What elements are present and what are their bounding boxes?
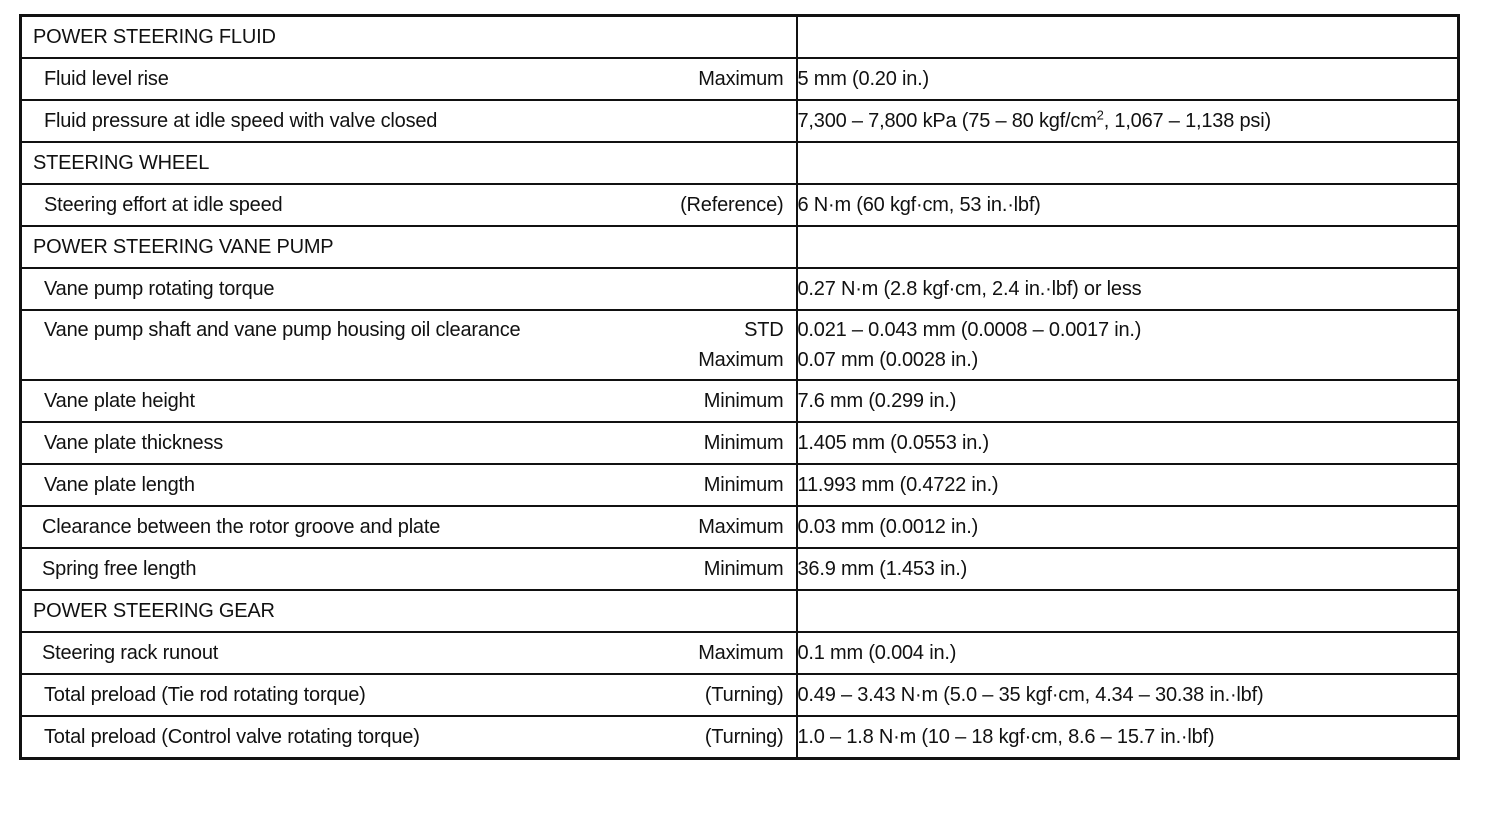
spec-value: 11.993 mm (0.4722 in.) — [797, 464, 1459, 506]
spec-value: 5 mm (0.20 in.) — [797, 58, 1459, 100]
spec-value-cell — [797, 310, 1459, 380]
spec-value: 0.1 mm (0.004 in.) — [797, 632, 1459, 674]
spec-value: 1.405 mm (0.0553 in.) — [797, 422, 1459, 464]
spec-qualifier: STD — [744, 319, 784, 341]
spec-qualifier: Maximum — [698, 68, 784, 90]
table-row — [21, 548, 1459, 590]
section-header-row — [21, 226, 1459, 268]
spec-qualifier: Maximum — [698, 642, 784, 664]
spec-qualifier: Maximum — [698, 349, 784, 371]
spec-value: 36.9 mm (1.453 in.) — [797, 548, 1459, 590]
table-row — [21, 506, 1459, 548]
section-blank-cell — [797, 142, 1459, 184]
section-title: POWER STEERING VANE PUMP — [21, 226, 797, 268]
table-row — [21, 632, 1459, 674]
spec-value: 0.021 – 0.043 mm (0.0008 – 0.0017 in.) — [797, 319, 1142, 341]
label-cell — [21, 548, 797, 590]
spec-label: Vane plate height — [44, 390, 195, 412]
label-cell — [21, 716, 797, 759]
label-cell — [21, 310, 797, 380]
spec-value: 7.6 mm (0.299 in.) — [797, 380, 1459, 422]
spec-label: Fluid level rise — [44, 68, 169, 90]
spec-value: 0.49 – 3.43 N·m (5.0 – 35 kgf·cm, 4.34 – 30.38 in.·lbf) — [797, 674, 1459, 716]
spec-label: Spring free length — [42, 558, 197, 580]
spec-qualifier: Minimum — [703, 474, 784, 496]
table-row — [21, 310, 1459, 380]
table-row — [21, 674, 1459, 716]
label-cell — [21, 506, 797, 548]
table-row — [21, 58, 1459, 100]
spec-label: Steering effort at idle speed — [44, 194, 283, 216]
table-row — [21, 422, 1459, 464]
spec-value: 0.27 N·m (2.8 kgf·cm, 2.4 in.·lbf) or less — [797, 268, 1459, 310]
spec-qualifier: Minimum — [703, 390, 784, 412]
spec-label: Vane plate length — [44, 474, 195, 496]
section-title: STEERING WHEEL — [21, 142, 797, 184]
spec-value-main: 7,300 – 7,800 kPa (75 – 80 kgf/cm — [797, 110, 1097, 132]
section-blank-cell — [797, 590, 1459, 632]
label-cell — [21, 632, 797, 674]
spec-label: Vane pump rotating torque — [44, 278, 275, 300]
label-cell — [21, 268, 797, 310]
spec-label: Vane pump shaft and vane pump housing oil clearance — [44, 319, 521, 341]
table-row — [21, 268, 1459, 310]
specification-table — [19, 14, 1460, 760]
spec-qualifier: Maximum — [698, 516, 784, 538]
spec-label: Fluid pressure at idle speed with valve closed — [44, 110, 438, 132]
spec-label: Vane plate thickness — [44, 432, 224, 454]
spec-label: Clearance between the rotor groove and plate — [42, 516, 441, 538]
spec-value: 0.07 mm (0.0028 in.) — [797, 349, 979, 371]
section-blank-cell — [797, 226, 1459, 268]
label-cell — [21, 100, 797, 142]
table-row — [21, 464, 1459, 506]
spec-qualifier: Minimum — [703, 558, 784, 580]
table-row — [21, 380, 1459, 422]
spec-label: Total preload (Control valve rotating torque) — [44, 726, 420, 748]
label-cell — [21, 674, 797, 716]
spec-value-rest: , 1,067 – 1,138 psi) — [1103, 110, 1271, 132]
label-cell — [21, 464, 797, 506]
spec-qualifier: (Reference) — [680, 194, 784, 216]
spec-value: 6 N·m (60 kgf·cm, 53 in.·lbf) — [797, 184, 1459, 226]
section-header-row — [21, 142, 1459, 184]
section-header-row — [21, 590, 1459, 632]
spec-value: 1.0 – 1.8 N·m (10 – 18 kgf·cm, 8.6 – 15.7 in.·lbf) — [797, 716, 1459, 759]
superscript: 2 — [1096, 107, 1104, 123]
label-cell — [21, 184, 797, 226]
table-row — [21, 100, 1459, 142]
section-blank-cell — [797, 16, 1459, 59]
table-row — [21, 716, 1459, 759]
spec-qualifier: (Turning) — [704, 726, 784, 748]
label-cell — [21, 422, 797, 464]
label-cell — [21, 380, 797, 422]
section-title: POWER STEERING GEAR — [21, 590, 797, 632]
spec-label: Steering rack runout — [42, 642, 219, 664]
spec-qualifier: Minimum — [703, 432, 784, 454]
spec-qualifier: (Turning) — [704, 684, 784, 706]
label-cell — [21, 58, 797, 100]
spec-value — [797, 100, 1459, 142]
section-header-row — [21, 16, 1459, 59]
section-title: POWER STEERING FLUID — [21, 16, 797, 59]
spec-label: Total preload (Tie rod rotating torque) — [44, 684, 366, 706]
spec-value: 0.03 mm (0.0012 in.) — [797, 506, 1459, 548]
table-row — [21, 184, 1459, 226]
